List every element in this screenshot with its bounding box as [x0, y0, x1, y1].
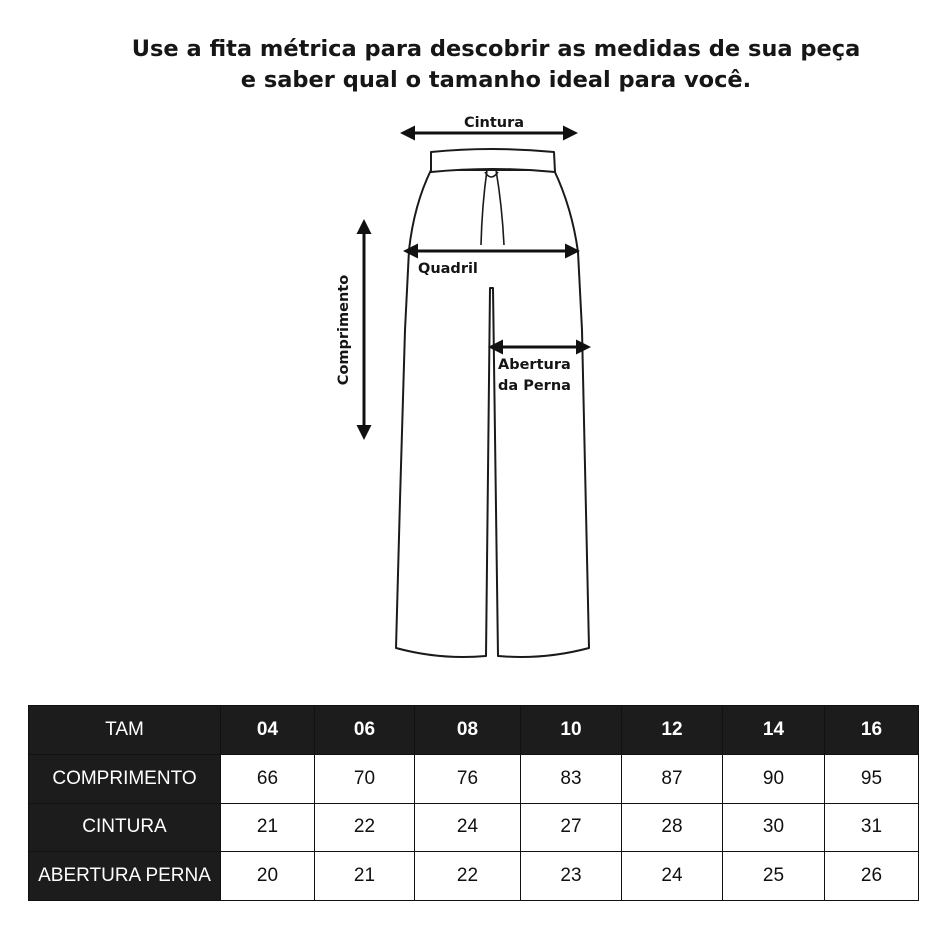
size-header-cell: 04	[221, 706, 315, 755]
table-cell: 76	[415, 754, 521, 803]
size-header-cell: 16	[825, 706, 919, 755]
instructions-line-1: Use a fita métrica para descobrir as medidas de sua peça	[131, 36, 861, 62]
table-row	[29, 754, 919, 803]
table-cell: 25	[723, 852, 825, 901]
table-row	[29, 803, 919, 852]
table-row	[29, 852, 919, 901]
pants-body	[396, 170, 589, 657]
table-cell: 22	[315, 803, 415, 852]
table-cell: 87	[622, 754, 723, 803]
size-header-cell: 06	[315, 706, 415, 755]
size-header-label: TAM	[29, 706, 221, 755]
table-cell: 24	[415, 803, 521, 852]
table-cell: 22	[415, 852, 521, 901]
size-header-cell: 08	[415, 706, 521, 755]
table-cell: 21	[315, 852, 415, 901]
size-header-cell: 14	[723, 706, 825, 755]
row-label: ABERTURA PERNA	[29, 852, 221, 901]
row-label: CINTURA	[29, 803, 221, 852]
pants-illustration	[396, 149, 589, 657]
table-cell: 20	[221, 852, 315, 901]
table-cell: 70	[315, 754, 415, 803]
size-chart-table	[28, 705, 919, 901]
hip-label: Quadril	[418, 261, 478, 277]
size-header-cell: 12	[622, 706, 723, 755]
instructions-line-2: e saber qual o tamanho ideal para você.	[240, 67, 752, 93]
table-cell: 90	[723, 754, 825, 803]
table-cell: 31	[825, 803, 919, 852]
table-cell: 30	[723, 803, 825, 852]
length-label: Comprimento	[336, 274, 352, 386]
table-cell: 95	[825, 754, 919, 803]
waist-label: Cintura	[463, 115, 525, 131]
table-cell: 23	[521, 852, 622, 901]
table-cell: 28	[622, 803, 723, 852]
table-cell: 24	[622, 852, 723, 901]
pants-waistband	[431, 149, 555, 172]
table-cell: 27	[521, 803, 622, 852]
table-cell: 21	[221, 803, 315, 852]
leg-opening-label-line-1: Abertura	[498, 357, 571, 373]
table-cell: 66	[221, 754, 315, 803]
table-cell: 26	[825, 852, 919, 901]
row-label: COMPRIMENTO	[29, 754, 221, 803]
table-cell: 83	[521, 754, 622, 803]
size-header-row	[29, 706, 919, 755]
size-header-cell: 10	[521, 706, 622, 755]
leg-opening-label-line-2: da Perna	[498, 378, 571, 394]
